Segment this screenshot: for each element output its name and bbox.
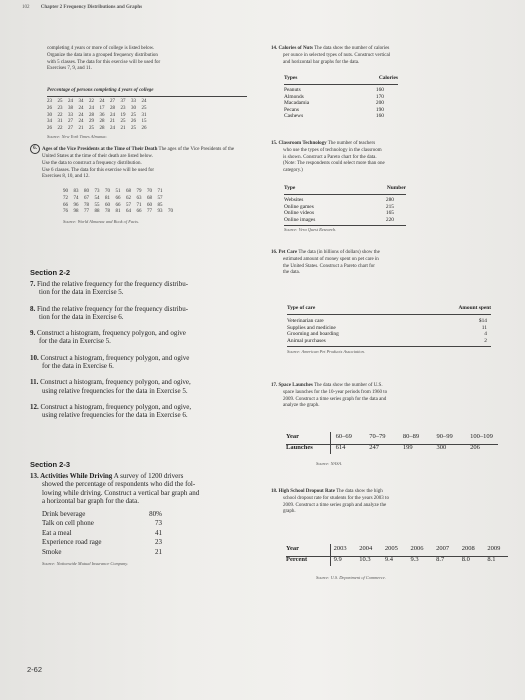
data-row: 72 74 67 54 81 66 62 63 68 57 [63,195,163,201]
table-rule [284,225,406,226]
exercise-title: 18. High School Dropout Rate [271,489,335,494]
text-line: Use 6 classes. The data for this exercise will be used for [42,167,155,173]
exercise-7: 7. Find the relative frequency for the frequency distribu- tion for the data in Exercise 5. [30,280,189,297]
college-table-title: Percentage of persons completing 4 years of college [47,88,154,93]
exercise-13: 13. Activities While Driving A survey of 1200 drivers showed the percentage of respondents who did the fol- lowing while driving. Construct a vertical bar graph and a horizontal bar graph for the data. [30,472,200,505]
page-header [22,5,142,10]
exercise-5-text [47,46,262,73]
exercise-12: 12. Construct a histogram, frequency polygon, and ogive, using relative frequencies for the data in Exercise 6. [30,402,192,420]
table-rule [287,346,491,347]
exercise-15: 15. Classroom Technology The number of teachers who use the types of technology in the classroom is shown. Construct a Pareto chart for the data. (Note: The respondents could select more than one category.) [271,141,385,174]
exercise-17: 17. Space Launches The data show the number of U.S. space launches for the 10-year periods from 1960 to 2009. Construct a time series graph for the data and analyze the graph. [271,383,388,409]
source-note: Source: Nationwide Mutual Insurance Company. [42,561,129,566]
text-line: Organize the data into a grouped frequency distribution [47,52,158,58]
table-row: Almonds 170 [284,93,384,100]
table-row: Pecans 190 [284,106,384,113]
table-row: Cashews 160 [284,113,384,120]
pet-care-table [287,305,491,313]
table-row: Drink beverage 80% [42,510,162,518]
exercise-title: Ages of the Vice Presidents at the Time of Their Death [42,147,158,153]
pet-care-table-body [287,318,487,344]
page-number: 102 [22,5,30,10]
table-row: Talk on cell phone 73 [42,519,162,528]
text-line: Exercises 7, 9, and 11. [47,66,92,72]
section-2-2-exercises [30,280,260,420]
table-header: Type Number [284,185,406,191]
technology-table [284,185,406,193]
table-rule [284,84,398,85]
exercise-title: 13. Activities While Driving [30,472,113,480]
exercise-title: 16. Pet Care [271,250,298,255]
source-note: Source: Vera Quest Research. [284,227,337,232]
exercise-title: 14. Calories of Nuts [271,46,313,51]
source-note: Source: New York Times Almanac. [47,134,108,139]
text-line: Exercises 8, 10, and 12. [42,174,90,180]
exercise-6 [30,144,262,181]
table-row: Veterinarian care $14 [287,318,487,324]
table-header: Type of care Amount spent [287,305,491,311]
source-note: Source: American Pet Products Association. [287,349,365,354]
data-row: 26 23 38 24 24 17 28 23 30 25 [47,105,147,111]
exercise-title: 17. Space Launches [271,383,313,388]
table-row: Online videos 165 [284,210,394,217]
source-note: Source: U.S. Department of Commerce. [316,575,386,580]
table-row: Animal purchases 2 [287,337,487,344]
text-line: completing 4 years or more of college is listed below. [47,46,155,51]
text-line: The ages of the Vice Presidents of the [158,147,235,153]
exercise-number-badge: 6. [30,144,40,154]
source-note: Source: World Almanac and Book of Facts. [63,219,140,224]
text-line: Use the data to construct a frequency distribution. [42,160,142,166]
table-row: Online images 220 [284,216,394,223]
data-row: 66 96 78 55 60 66 57 71 60 85 [63,202,163,208]
nuts-table [284,75,398,83]
table-row: Online games 215 [284,203,394,210]
table-row: Macadamia 200 [284,100,384,107]
table-rule [287,314,491,315]
section-2-2-heading: Section 2-2 [30,268,71,277]
vp-ages-grid [63,189,179,216]
table-row: Grooming and boarding 4 [287,331,487,338]
data-row: 90 83 80 73 70 51 68 79 70 71 [63,189,163,194]
table-row: Launches 614 247 199 300 206 [286,444,480,451]
college-data-grid [47,99,152,133]
nuts-table-body [284,87,384,120]
technology-table-body [284,197,394,223]
exercise-title: 15. Classroom Technology [271,141,327,146]
data-row: 23 25 24 34 22 24 27 37 33 24 [47,99,147,104]
table-header: Types Calories [284,75,398,81]
exercise-14: 14. Calories of Nuts The data show the number of calories per ounce in selected types of nuts. Construct vertical and horizontal bar graphs for the data. [271,46,391,65]
data-row: 30 22 33 24 28 36 24 19 25 31 [47,112,147,118]
table-rule [286,444,498,445]
table-row: Experience road rage 23 [42,538,162,547]
data-row: 76 98 77 88 78 81 64 66 77 93 70 [63,209,173,215]
table-rule [47,96,247,97]
exercise-16: 16. Pet Care The data (in billions of dollars) show the estimated amount of money spent on pet care in the United States. Construct a Pareto chart for the data. [271,250,380,276]
table-row: Websites 280 [284,197,394,203]
data-row: 26 22 27 21 25 28 24 21 25 26 [47,126,147,132]
driving-activities-table [42,510,162,557]
table-row: Peanuts 160 [284,87,384,93]
exercise-18: 18. High School Dropout Rate The data show the high school dropout rate for students for the years 2003 to 2009. Construct a time series graph and analyze the graph. [271,489,389,515]
section-2-3-heading: Section 2-3 [30,460,71,469]
table-row: Year 60–69 70–79 80–89 90–99 100–109 [286,433,493,440]
exercise-10: 10. Construct a histogram, frequency polygon, and ogive for the data in Exercise 6. [30,353,190,371]
exercise-8: 8. Find the relative frequency for the frequency distribu- tion for the data in Exercise 6. [30,304,189,321]
exercise-11: 11. Construct a histogram, frequency polygon, and ogive, using relative frequencies for the data in Exercise 5. [30,378,191,395]
table-row: Year 2003 2004 2005 2006 2007 2008 2009 [286,545,501,552]
table-rule [284,194,406,195]
table-row: Eat a meal 41 [42,528,162,537]
table-rule [286,556,508,557]
table-rule [330,432,331,454]
page-footer: 2-62 [27,665,43,674]
table-row: Percent 9.9 10.3 9.4 9.3 8.7 8.0 8.1 [286,556,496,563]
source-note: Source: NASA. [316,461,343,466]
table-rule [330,544,331,566]
data-row: 34 31 27 24 29 28 21 25 26 15 [47,119,147,125]
chapter-title: Chapter 2 Frequency Distributions and Graphs [40,5,143,10]
exercise-9: 9. Construct a histogram, frequency polygon, and ogive for the data in Exercise 5. [30,329,186,346]
table-row: Smoke 21 [42,547,162,556]
text-line: with 5 classes. The data for this exercise will be used for [47,59,161,65]
text-line: United States at the time of their death are listed below. [42,154,153,159]
table-row: Supplies and medicine 11 [287,324,487,331]
